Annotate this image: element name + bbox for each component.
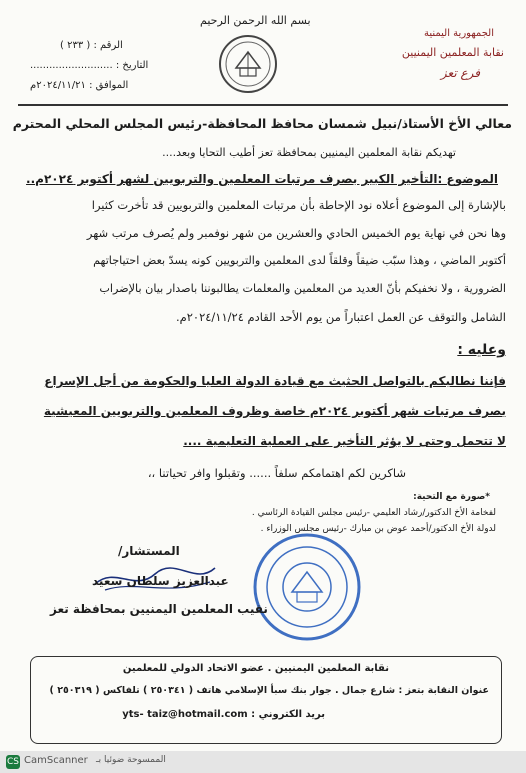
scanner-watermark-bar bbox=[0, 751, 526, 773]
body-line-2: وها نحن في نهاية يوم الخميس الحادي والعشرين من شهر نوفمبر ولم يُصرف مرتب شهر bbox=[86, 226, 506, 240]
ref-number: الرقم : ( ٢٣٣ ) bbox=[60, 40, 123, 51]
branch-name: فرع تعز bbox=[440, 66, 480, 80]
date-field: التاريخ : .......................... bbox=[30, 60, 149, 71]
footer-line-3: بريد الكتروني : yts- taiz@hotmail.com bbox=[122, 709, 325, 720]
subject-line: الموضوع :التأخير الكبير بصرف مرتبات المعلمين والتربويين لشهر أكتوبر ٢٠٢٤م.. bbox=[26, 172, 498, 186]
closing-line: شاكرين لكم اهتمامكم سلفاً ...... وتقبلوا وافر تحياتنا ،، bbox=[147, 466, 406, 480]
cc-line-2: لدولة الأخ الدكتور/أحمد عوض بن مبارك -رئيس مجلس الوزراء . bbox=[260, 524, 496, 534]
signature-name: عبدالعزيز سلطان سعيد bbox=[92, 574, 229, 588]
footer-line-1: نقابة المعلمين اليمنيين . عضو الاتحاد الدولي للمعلمين bbox=[122, 663, 389, 674]
scanner-app-name: CamScanner bbox=[24, 755, 88, 766]
union-logo-icon bbox=[218, 34, 278, 94]
signature-title: نقيب المعلمين اليمنيين بمحافظة تعز bbox=[50, 602, 268, 616]
recipient-line: معالي الأخ الأستاذ/نبيل شمسان محافظ المحافظة-رئيس المجلس المحلي المحترم bbox=[12, 116, 512, 131]
demand-line-2: بصرف مرتبات شهر أكتوبر ٢٠٢٤م خاصة وظروف المعلمين والتربويين المعيشية bbox=[43, 404, 506, 418]
body-line-5: الشامل والتوقف عن العمل اعتباراً من يوم الأحد القادم ٢٠٢٤/١١/٢٤م. bbox=[175, 310, 506, 324]
body-line-4: الضرورية ، ولا نخفيكم بأنّ العديد من المعلمين والمعلمات يطالبوننا باصدار بيان بالإضراب bbox=[99, 282, 506, 295]
demand-line-1: فإننا نطالبكم بالتواصل الحثيث مع قيادة الدولة العليا والحكومة من أجل الإسراع bbox=[44, 374, 506, 388]
org-name: نقابة المعلمين اليمنيين bbox=[401, 46, 504, 59]
body-line-1: بالإشارة إلى الموضوع أعلاه نود الإحاطة بأن مرتبات المعلمين والتربويين قد تأخرت كثيرا bbox=[91, 198, 506, 212]
official-stamp-icon bbox=[252, 532, 362, 642]
scanner-arabic-label: الممسوحة ضوئيا بـ bbox=[96, 755, 166, 765]
cc-title: *صورة مع التحية: bbox=[413, 492, 490, 502]
demand-line-3: لا تتحمل وحتى لا يؤثر التأخير على العملية التعليمية .... bbox=[183, 434, 506, 448]
header-divider bbox=[18, 104, 508, 106]
body-line-3: أكتوبر الماضي ، وهذا سبّب ضيقاً وقلقاً لدى المعلمين والتربويين كونه يسدّ بعض احتياجاتهم bbox=[93, 254, 506, 267]
scanner-logo-icon: CS bbox=[7, 757, 19, 767]
basmala: بسم الله الرحمن الرحيم bbox=[200, 14, 311, 27]
country-name: الجمهورية اليمنية bbox=[423, 28, 494, 39]
date-corresponding: الموافق : ٢٠٢٤/١١/٢١م bbox=[30, 80, 129, 91]
greeting: تهديكم نقابة المعلمين اليمنيين بمحافظة تعز أطيب التحايا وبعد.... bbox=[162, 146, 456, 159]
footer-line-2: عنوان النقابة بتعز : شارع جمال . جوار بنك سبأ الإسلامي هاتف ( ٢٥٠٣٤١ ) تلفاكس ( ٢٥٠٣١٩ ) bbox=[49, 685, 489, 696]
cc-line-1: لفخامة الأخ الدكتور/رشاد العليمي -رئيس مجلس القيادة الرئاسي . bbox=[251, 508, 496, 518]
footer-box bbox=[30, 656, 502, 744]
wa-alayh-heading: وعليه : bbox=[457, 342, 506, 358]
signature-role: المستشار/ bbox=[118, 544, 180, 558]
